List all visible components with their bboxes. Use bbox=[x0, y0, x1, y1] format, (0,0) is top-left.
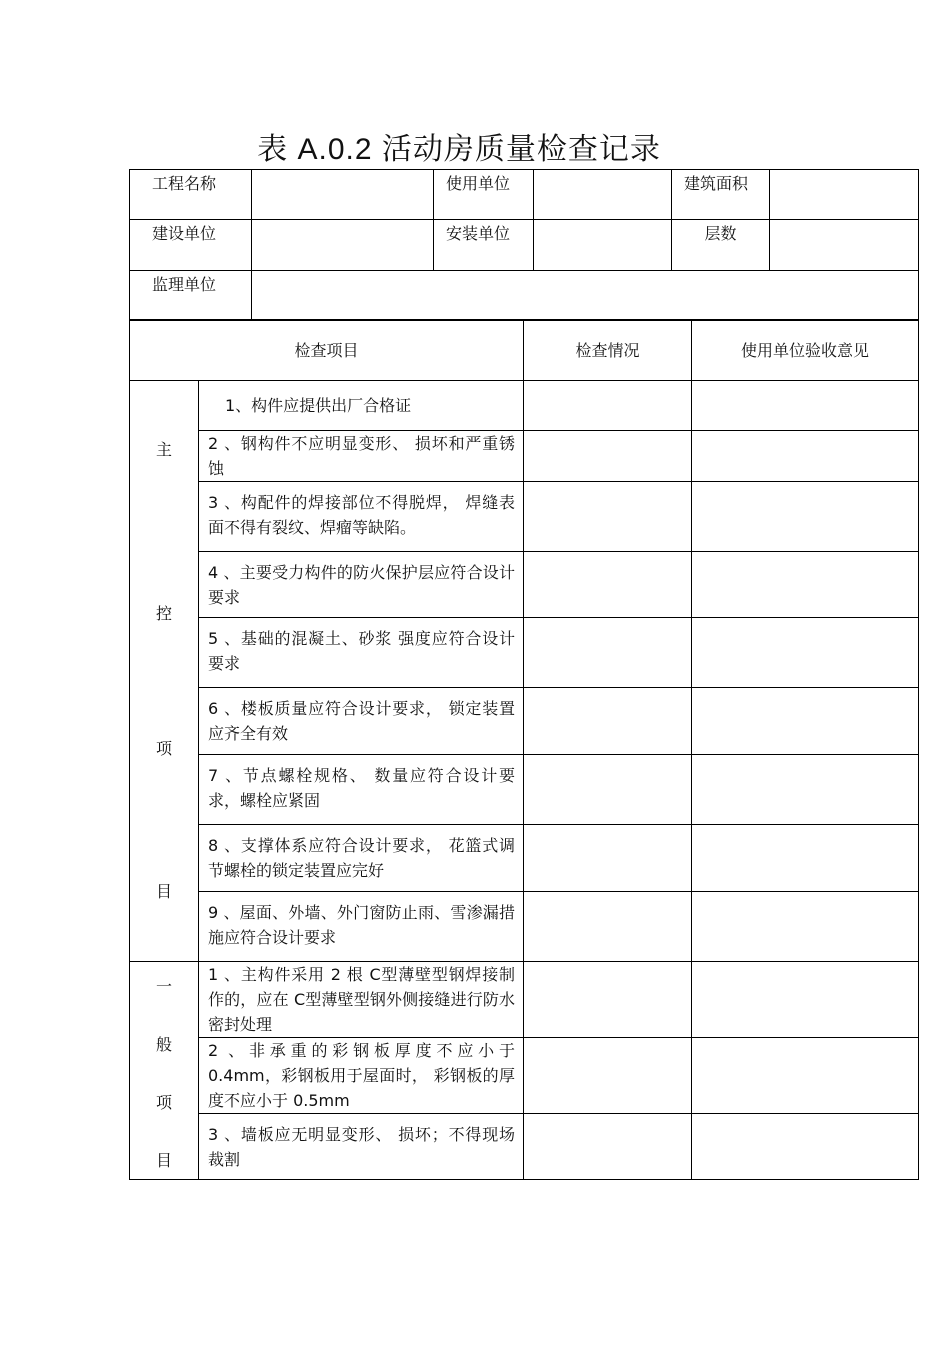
acceptance-opinion-cell[interactable] bbox=[692, 755, 919, 825]
main-item-7: 7 、节点螺栓规格、 数量应符合设计要求，螺栓应紧固 bbox=[199, 755, 524, 825]
general-item-3: 3 、墙板应无明显变形、 损坏；不得现场裁割 bbox=[199, 1114, 524, 1180]
header-check-item: 检查项目 bbox=[130, 320, 524, 381]
floors-value[interactable] bbox=[770, 220, 919, 271]
acceptance-opinion-cell[interactable] bbox=[692, 962, 919, 1038]
acceptance-opinion-cell[interactable] bbox=[692, 482, 919, 552]
section-char: 目 bbox=[155, 1151, 172, 1170]
acceptance-opinion-cell[interactable] bbox=[692, 618, 919, 688]
check-table bbox=[129, 319, 919, 1180]
check-status-cell[interactable] bbox=[524, 892, 692, 962]
project-name-label: 工程名称 bbox=[130, 170, 252, 220]
check-status-cell[interactable] bbox=[524, 1038, 692, 1114]
main-item-3: 3 、构配件的焊接部位不得脱焊， 焊缝表面不得有裂纹、焊瘤等缺陷。 bbox=[199, 482, 524, 552]
section-char: 目 bbox=[155, 882, 172, 901]
acceptance-opinion-cell[interactable] bbox=[692, 381, 919, 431]
main-item-2: 2 、钢构件不应明显变形、 损坏和严重锈蚀 bbox=[199, 431, 524, 482]
project-name-value[interactable] bbox=[252, 170, 434, 220]
main-item-4: 4 、主要受力构件的防火保护层应符合设计要求 bbox=[199, 552, 524, 618]
check-status-cell[interactable] bbox=[524, 1114, 692, 1180]
section-char: 般 bbox=[155, 1035, 172, 1054]
acceptance-opinion-cell[interactable] bbox=[692, 552, 919, 618]
acceptance-opinion-cell[interactable] bbox=[692, 431, 919, 482]
check-status-cell[interactable] bbox=[524, 755, 692, 825]
supervision-unit-value[interactable] bbox=[252, 271, 919, 321]
section-char: 主 bbox=[155, 440, 172, 459]
info-table bbox=[129, 169, 919, 321]
header-check-status: 检查情况 bbox=[524, 320, 692, 381]
check-status-cell[interactable] bbox=[524, 688, 692, 755]
check-status-cell[interactable] bbox=[524, 825, 692, 892]
general-item-1: 1 、主构件采用 2 根 C型薄壁型钢焊接制作的，应在 C型薄壁型钢外侧接缝进行防水密封处理 bbox=[199, 962, 524, 1038]
install-unit-value[interactable] bbox=[534, 220, 672, 271]
floors-label: 层数 bbox=[672, 220, 770, 271]
section-char: 项 bbox=[155, 739, 172, 758]
check-status-cell[interactable] bbox=[524, 431, 692, 482]
general-item-2: 2 、非承重的彩钢板厚度不应小于0.4mm，彩钢板用于屋面时， 彩钢板的厚度不应小于 0.5mm bbox=[199, 1038, 524, 1114]
acceptance-opinion-cell[interactable] bbox=[692, 688, 919, 755]
section-char: 项 bbox=[155, 1093, 172, 1112]
check-status-cell[interactable] bbox=[524, 552, 692, 618]
main-item-9: 9 、屋面、外墙、外门窗防止雨、雪渗漏措施应符合设计要求 bbox=[199, 892, 524, 962]
user-unit-value[interactable] bbox=[534, 170, 672, 220]
acceptance-opinion-cell[interactable] bbox=[692, 825, 919, 892]
main-item-5: 5 、基础的混凝土、砂浆 强度应符合设计要求 bbox=[199, 618, 524, 688]
section-char: 一 bbox=[155, 977, 172, 996]
check-status-cell[interactable] bbox=[524, 962, 692, 1038]
acceptance-opinion-cell[interactable] bbox=[692, 892, 919, 962]
main-item-1: 1、构件应提供出厂合格证 bbox=[199, 381, 524, 431]
construction-unit-value[interactable] bbox=[252, 220, 434, 271]
acceptance-opinion-cell[interactable] bbox=[692, 1038, 919, 1114]
supervision-unit-label: 监理单位 bbox=[130, 271, 252, 321]
page-title: 表 A.0.2 活动房质量检查记录 bbox=[257, 133, 661, 166]
header-acceptance-opinion: 使用单位验收意见 bbox=[692, 320, 919, 381]
check-status-cell[interactable] bbox=[524, 381, 692, 431]
main-item-8: 8 、支撑体系应符合设计要求， 花篮式调节螺栓的锁定装置应完好 bbox=[199, 825, 524, 892]
acceptance-opinion-cell[interactable] bbox=[692, 1114, 919, 1180]
main-item-6: 6 、楼板质量应符合设计要求， 锁定装置应齐全有效 bbox=[199, 688, 524, 755]
user-unit-label: 使用单位 bbox=[434, 170, 534, 220]
general-section-label bbox=[130, 962, 199, 1180]
check-status-cell[interactable] bbox=[524, 618, 692, 688]
construction-unit-label: 建设单位 bbox=[130, 220, 252, 271]
main-control-section-label bbox=[130, 381, 199, 962]
check-status-cell[interactable] bbox=[524, 482, 692, 552]
building-area-label: 建筑面积 bbox=[672, 170, 770, 220]
install-unit-label: 安装单位 bbox=[434, 220, 534, 271]
building-area-value[interactable] bbox=[770, 170, 919, 220]
section-char: 控 bbox=[155, 604, 172, 623]
